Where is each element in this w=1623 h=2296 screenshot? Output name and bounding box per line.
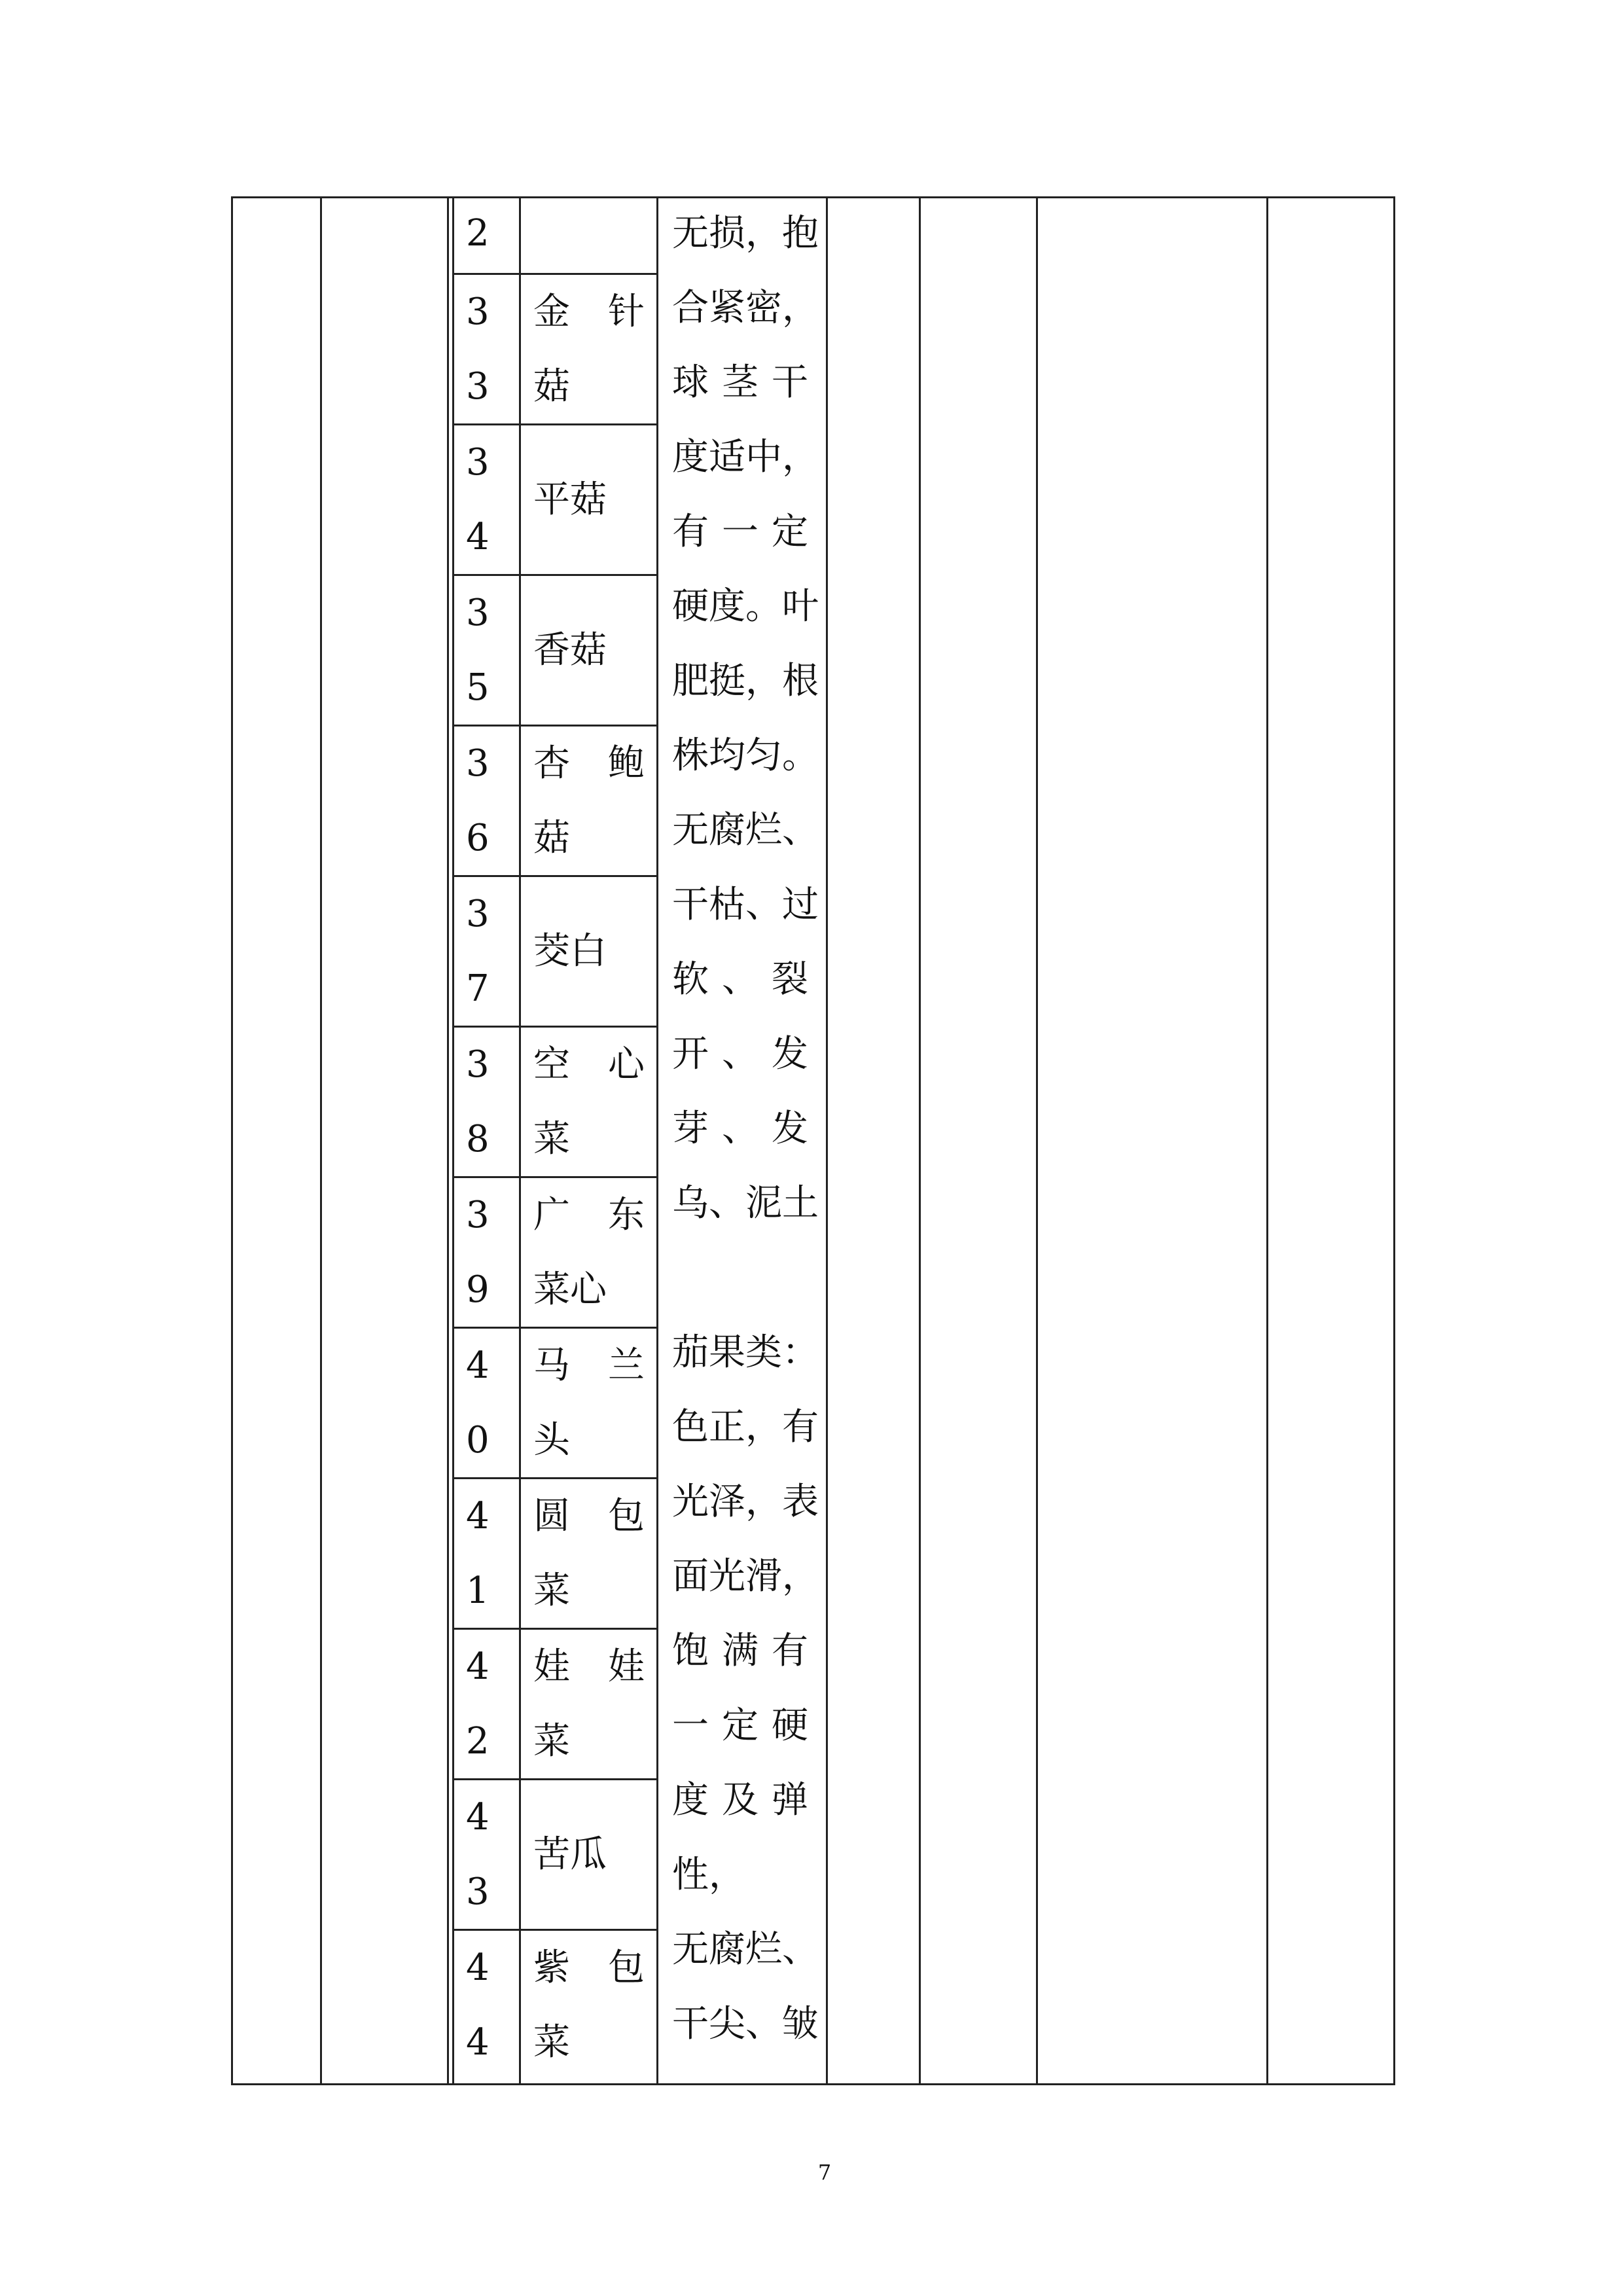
vegetable-name-line: 平菇 <box>533 478 607 521</box>
table-col-border <box>320 196 322 2085</box>
row-number <box>466 576 492 725</box>
row-number <box>466 1178 492 1327</box>
vegetable-name-line: 紫 包 <box>533 1946 645 1989</box>
table-col-border <box>919 196 921 2085</box>
row-number-digit: 4 <box>466 1344 490 1387</box>
row-number <box>466 1028 492 1177</box>
vegetable-name <box>533 1479 645 1628</box>
vegetable-name-line: 头 <box>533 1419 570 1462</box>
row-number-digit: 0 <box>466 1419 490 1462</box>
description-line: 软 、 裂 <box>672 958 808 1001</box>
row-number <box>466 726 492 876</box>
vegetable-name-line: 菜 <box>533 1720 570 1763</box>
vegetable-name-line: 苦瓜 <box>533 1833 607 1876</box>
description-line: 干枯、过 <box>672 884 819 926</box>
description-line: 球 茎 干 <box>672 361 808 404</box>
description-line: 肥挺，根 <box>672 660 819 702</box>
table-col-border <box>447 196 449 2085</box>
table-col-border <box>1036 196 1038 2085</box>
vegetable-name-line: 菜 <box>533 2021 570 2064</box>
vegetable-name-line: 广 东 <box>533 1194 645 1236</box>
description-line: 合紧密， <box>672 287 819 329</box>
vegetable-name <box>533 1630 645 1779</box>
row-number-digit: 2 <box>466 1720 490 1763</box>
description-line: 开 、 发 <box>672 1033 808 1075</box>
vegetable-name-line: 空 心 <box>533 1043 645 1086</box>
description-line: 硬度。叶 <box>672 585 819 628</box>
vegetable-name <box>533 1931 645 2080</box>
row-number <box>466 1780 492 1929</box>
vegetable-name-line: 杏 鲍 <box>533 742 645 785</box>
row-number-digit: 4 <box>466 1796 490 1839</box>
table-col-border <box>452 196 454 2085</box>
vegetable-name <box>533 726 645 876</box>
row-number <box>466 1630 492 1779</box>
description-line: 无腐烂、 <box>672 809 819 852</box>
description-line: 面光滑， <box>672 1555 819 1598</box>
row-number <box>466 275 492 424</box>
vegetable-name-line: 圆 包 <box>533 1495 645 1537</box>
row-number <box>466 877 492 1026</box>
description-line: 一 定 硬 <box>672 1704 808 1747</box>
vegetable-name-line: 金 针 <box>533 291 645 333</box>
table-col-border <box>519 196 521 2085</box>
row-number <box>466 425 492 575</box>
description-line: 有 一 定 <box>672 511 808 553</box>
vegetable-name-line: 菜 <box>533 1570 570 1612</box>
vegetable-name <box>533 1329 645 1478</box>
vegetable-name-line: 娃 娃 <box>533 1645 645 1688</box>
description-line: 茄果类： <box>672 1331 819 1374</box>
table-col-border <box>231 196 233 2085</box>
row-number-digit: 8 <box>466 1118 490 1160</box>
table-col-border <box>1266 196 1268 2085</box>
row-number-digit: 6 <box>466 817 490 859</box>
row-number-digit: 3 <box>466 592 490 634</box>
vegetable-name <box>533 425 645 575</box>
description-line: 芽 、 发 <box>672 1107 808 1150</box>
vegetable-name <box>533 1028 645 1177</box>
vegetable-name <box>533 1178 645 1327</box>
quality-description <box>672 196 819 2062</box>
vegetable-name <box>533 1780 645 1929</box>
row-number-digit: 1 <box>466 1570 490 1612</box>
row-number-digit: 3 <box>466 365 490 408</box>
row-number <box>466 196 492 271</box>
vegetable-name-line: 马 兰 <box>533 1344 645 1387</box>
description-line: 光泽，表 <box>672 1480 819 1523</box>
row-number-digit: 4 <box>466 1495 490 1537</box>
description-line: 株均匀。 <box>672 734 819 777</box>
row-number-digit: 3 <box>466 742 490 785</box>
row-number <box>466 1329 492 1478</box>
description-line: 无损，抱 <box>672 212 819 255</box>
description-line: 性， <box>672 1854 745 1896</box>
row-number-digit: 4 <box>466 1645 490 1688</box>
description-line: 度 及 弹 <box>672 1779 808 1821</box>
row-number-digit: 5 <box>466 666 490 709</box>
vegetable-name-line: 菇 <box>533 365 570 408</box>
row-number-digit: 3 <box>466 1871 490 1913</box>
description-line: 度适中， <box>672 436 819 478</box>
table-col-border <box>656 196 658 2085</box>
row-number-digit: 3 <box>466 1194 490 1236</box>
row-number-digit: 2 <box>466 212 490 255</box>
description-line: 无腐烂、 <box>672 1928 819 1971</box>
vegetable-name <box>533 877 645 1026</box>
table-top-border <box>231 196 1395 198</box>
vegetable-name <box>533 275 645 424</box>
row-number-digit: 4 <box>466 1946 490 1989</box>
description-line: 色正，有 <box>672 1406 819 1448</box>
row-number <box>466 1479 492 1628</box>
vegetable-name-line: 香菇 <box>533 629 607 672</box>
table-bottom-border <box>231 2083 1395 2085</box>
page-number: 7 <box>817 2160 832 2185</box>
vegetable-name-line: 菜 <box>533 1118 570 1160</box>
row-number-digit: 7 <box>466 967 490 1010</box>
row-number-digit: 4 <box>466 2021 490 2064</box>
row-number-digit: 3 <box>466 1043 490 1086</box>
table-col-border <box>826 196 828 2085</box>
table-col-border <box>1393 196 1395 2085</box>
row-number-digit: 4 <box>466 516 490 558</box>
description-line: 干尖、皱 <box>672 2003 819 2045</box>
row-number-digit: 3 <box>466 441 490 484</box>
description-line: 饱 满 有 <box>672 1630 808 1672</box>
vegetable-name-line: 茭白 <box>533 930 607 973</box>
row-number-digit: 3 <box>466 291 490 333</box>
vegetable-name-line: 菇 <box>533 817 570 859</box>
row-number <box>466 1931 492 2080</box>
row-number-digit: 9 <box>466 1268 490 1311</box>
description-blank-line <box>672 1241 808 1316</box>
vegetable-name-line: 菜心 <box>533 1268 607 1311</box>
row-number-digit: 3 <box>466 893 490 935</box>
vegetable-name <box>533 576 645 725</box>
description-line: 乌、泥土 <box>672 1182 819 1225</box>
